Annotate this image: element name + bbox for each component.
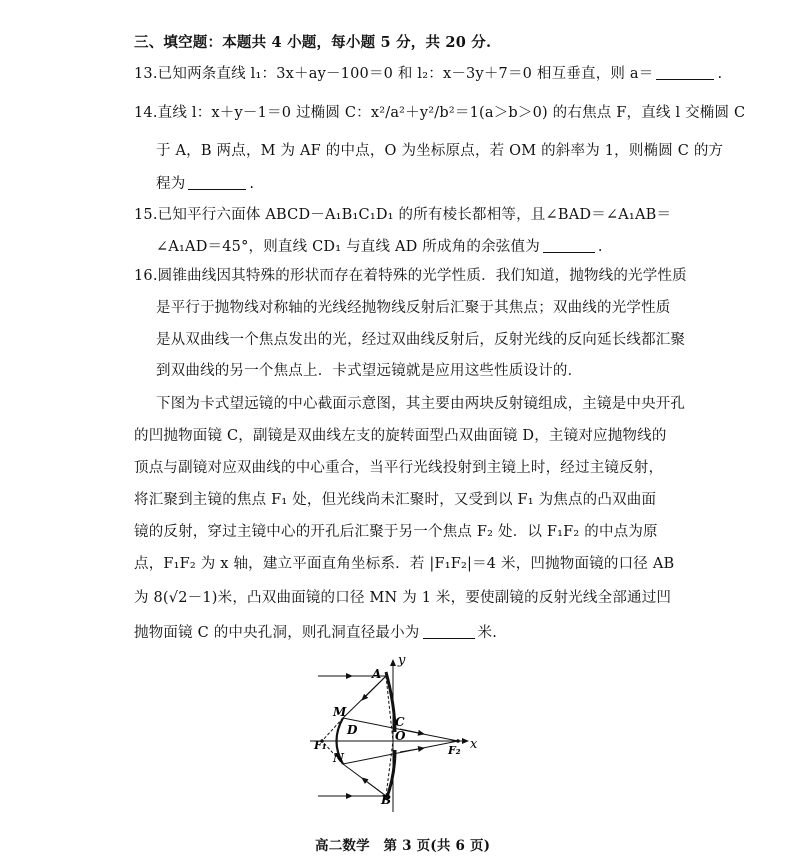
question-13-text: 已知两条直线 l₁：3x＋ay－100＝0 和 l₂：x－3y＋7＝0 相互垂直，则 a＝: [157, 66, 654, 82]
label-f1: F₁: [314, 739, 327, 752]
ray-to-f2-bottom: [343, 741, 458, 764]
question-14-text-1: 直线 l：x＋y－1＝0 过椭圆 C：x²/a²＋y²/b²＝1(a＞b＞0) 的右焦点 F，直线 l 交椭圆 C: [157, 105, 746, 121]
label-y-axis: y: [398, 653, 406, 668]
question-16-line-10: 点，F₁F₂ 为 x 轴，建立平面直角坐标系．若 |F₁F₂|＝4 米，凹抛物面镜的口径 AB: [134, 556, 675, 572]
question-16-line-2: 是平行于抛物线对称轴的光线经抛物线反射后汇聚于其焦点；双曲线的光学性质: [156, 300, 671, 316]
question-16-unit: 米.: [477, 625, 498, 641]
label-d: D: [347, 723, 358, 737]
question-15-text-1: 已知平行六面体 ABCD－A₁B₁C₁D₁ 的所有棱长都相等，且∠BAD＝∠A₁AB＝: [157, 207, 672, 223]
question-16-line-6: 的凹抛物面镜 C，副镜是双曲线左支的旋转面型凸双曲面镜 D，主镜对应抛物线的: [134, 428, 667, 444]
question-16-line-3: 是从双曲线一个焦点发出的光，经过双曲线反射后，反射光线的反向延长线都汇聚: [156, 332, 686, 348]
question-16-text-1: 圆锥曲线因其特殊的形状而存在着特殊的光学性质．我们知道，抛物线的光学性质: [157, 268, 687, 284]
question-16-line-11: 为 8(√2－1)米，凸双曲面镜的口径 MN 为 1 米，要使副镜的反射光线全部通过凹: [134, 590, 672, 606]
question-14-number: 14.: [134, 105, 158, 121]
question-13-number: 13.: [134, 66, 158, 82]
primary-mirror-upper: [386, 672, 395, 732]
question-15-number: 15.: [134, 207, 158, 223]
question-15-period: .: [597, 239, 603, 255]
question-16-line-4: 到双曲线的另一个焦点上．卡式望远镜就是应用这些性质设计的．: [156, 363, 583, 379]
question-15-text-2: ∠A₁AD＝45°，则直线 CD₁ 与直线 AD 所成角的余弦值为: [156, 239, 540, 255]
question-16-line-8: 将汇聚到主镜的焦点 F₁ 处，但光线尚未汇聚时，又受到以 F₁ 为焦点的凸双曲面: [134, 492, 657, 508]
question-14-period: .: [249, 176, 255, 192]
label-f2: F₂: [448, 744, 461, 757]
point-f2: [456, 739, 460, 743]
label-m: M: [333, 705, 347, 719]
question-13-period: .: [717, 66, 723, 82]
label-b: B: [381, 793, 392, 807]
question-16-line-7: 顶点与副镜对应双曲线的中心重合，当平行光线投射到主镜上时，经过主镜反射，: [134, 460, 664, 476]
section-heading: 三、填空题：本题共 4 小题，每小题 5 分，共 20 分.: [134, 34, 492, 51]
page-footer: 高二数学 第 3 页(共 6 页): [315, 838, 491, 854]
label-c: C: [395, 715, 405, 729]
label-o: O: [395, 729, 406, 743]
dashed-to-f1-top: [322, 718, 343, 741]
question-16-text-12: 抛物面镜 C 的中央孔洞，则孔洞直径最小为: [134, 625, 420, 641]
question-14-text-3: 程为: [156, 176, 186, 192]
question-16-line-9: 镜的反射，穿过主镜中心的开孔后汇聚于另一个焦点 F₂ 处．以 F₁F₂ 的中点为原: [134, 524, 658, 540]
label-x-axis: x: [470, 737, 478, 752]
question-14-line-2: 于 A，B 两点，M 为 AF 的中点，O 为坐标原点，若 OM 的斜率为 1，则椭圆 C 的方: [156, 143, 724, 159]
ray-to-f2-bottom-arrow: [400, 748, 424, 752]
label-a: A: [372, 667, 382, 681]
label-n: N: [333, 751, 344, 765]
question-16-line-5: 下图为卡式望远镜的中心截面示意图，其主要由两块反射镜组成，主镜是中央开孔: [156, 396, 686, 412]
question-16-number: 16.: [134, 268, 158, 284]
